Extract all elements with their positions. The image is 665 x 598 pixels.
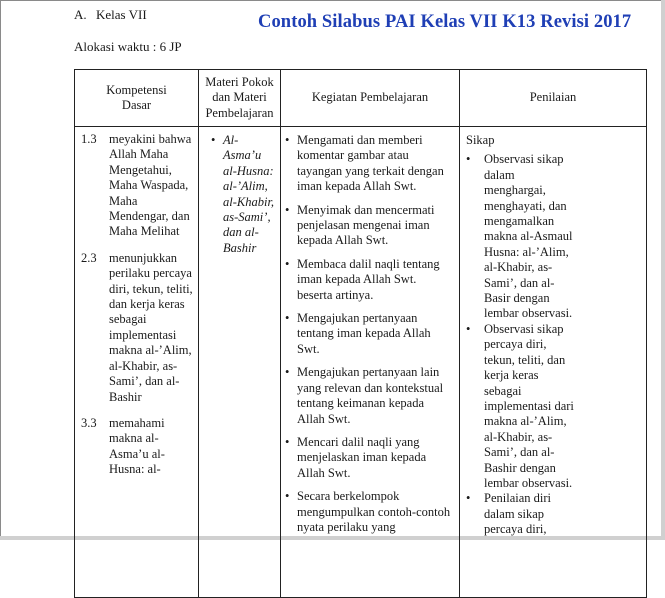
watermark-title: Contoh Silabus PAI Kelas VII K13 Revisi 2017: [258, 12, 632, 32]
kegiatan-text: Mencari dalil naqli yang menjelaskan iman kepada Allah Swt.: [297, 434, 427, 480]
bullet-icon: •: [285, 434, 290, 449]
penilaian-text: Penilaian diri dalam sikap percaya diri,: [484, 491, 551, 537]
list-item: [285, 489, 453, 535]
header-penilaian-label: Penilaian: [529, 90, 577, 105]
list-item: [285, 133, 453, 195]
bullet-icon: •: [285, 311, 290, 326]
header-materi-pokok: [199, 70, 281, 127]
bullet-icon: •: [285, 256, 290, 271]
list-item: [466, 491, 642, 537]
penilaian-title: Sikap: [466, 133, 495, 147]
bullet-icon: •: [285, 365, 290, 380]
penilaian-text: Observasi sikap percaya diri, tekun, teliti, dan kerja keras sebagai implementasi dari makna al-’Alim, al-Khabir, as-Sami’, dan al-Bashir dengan lembar observasi.: [484, 321, 574, 490]
header-penilaian: [460, 70, 647, 127]
bullet-icon: •: [285, 133, 290, 147]
list-item: [285, 365, 453, 427]
bullet-icon: •: [285, 202, 290, 217]
cell-materi-pokok: [199, 127, 281, 598]
kd-number: 1.3: [81, 132, 97, 146]
table-row: [75, 127, 647, 598]
list-item: [211, 133, 276, 256]
time-allocation: Alokasi waktu : 6 JP: [74, 39, 182, 54]
header-kegiatan: [281, 70, 460, 127]
list-item: [285, 311, 453, 357]
header-kegiatan-label: Kegiatan Pembelajaran: [311, 90, 429, 105]
bullet-icon: •: [466, 152, 471, 167]
kd-number: 2.3: [81, 250, 97, 265]
kd-text: meyakini bahwa Allah Maha Mengetahui, Maha Waspada, Maha Mendengar, dan Maha Melihat: [109, 132, 192, 239]
cell-kompetensi-dasar: [75, 127, 199, 598]
list-item: [285, 435, 453, 481]
bullet-icon: •: [466, 491, 471, 506]
kegiatan-text: Secara berkelompok mengumpulkan contoh-contoh nyata perilaku yang: [297, 489, 451, 534]
frame-shadow-right: [661, 0, 665, 540]
header-materi-label: Materi Pokok dan Materi Pembelajaran: [205, 74, 274, 120]
bullet-icon: •: [211, 133, 216, 147]
kegiatan-text: Mengajukan pertanyaan tentang iman kepada Allah Swt.: [297, 311, 431, 356]
list-item: [285, 257, 453, 303]
kd-text: menunjukkan perilaku percaya diri, tekun, teliti, dan kerja keras sebagai implementasi makna al-’Alim, al-Khabir, as-Sami’, dan al-Bashir: [109, 250, 193, 404]
syllabus-table: [74, 69, 647, 598]
kegiatan-text: Menyimak dan mencermati penjelasan mengenai iman kepada Allah Swt.: [297, 202, 435, 248]
penilaian-text: Observasi sikap dalam menghargai, menghayati, dan mengamalkan makna al-Asmaul Husna: al-’Alim, al-Khabir, as-Sami’, dan al-Basir dengan lembar observasi.: [484, 152, 573, 321]
kegiatan-text: Membaca dalil naqli tentang iman kepada Allah Swt. beserta artinya.: [297, 256, 440, 302]
kd-item: [81, 416, 194, 478]
header-kompetensi-dasar: [75, 70, 199, 127]
materi-text: Al-Asma’u al-Husna: al-’Alim, al-Khabir, as-Sami’, dan al-Bashir: [223, 133, 275, 255]
list-item: [466, 322, 642, 491]
section-heading: [74, 7, 147, 23]
kegiatan-text: Mengajukan pertanyaan lain yang relevan dan kontekstual tentang keimanan kepada Allah Swt.: [297, 365, 444, 426]
kd-text: memahami makna al-Asma’u al-Husna: al-: [109, 415, 165, 477]
table-header-row: [75, 70, 647, 127]
bullet-icon: •: [285, 489, 290, 504]
bullet-icon: •: [466, 321, 471, 336]
kd-number: 3.3: [81, 415, 97, 430]
cell-kegiatan: [281, 127, 460, 598]
list-item: [285, 203, 453, 249]
header-kd-label: Kompetensi Dasar: [106, 82, 167, 112]
kd-item: [81, 251, 194, 405]
list-item: [466, 152, 642, 321]
section-title: Kelas VII: [96, 7, 147, 22]
kegiatan-text: Mengamati dan memberi komentar gambar atau tayangan yang terkait dengan iman kepada Allah Swt.: [297, 133, 444, 194]
cell-penilaian: [460, 127, 647, 598]
section-letter: A.: [74, 7, 87, 22]
kd-item: [81, 132, 194, 240]
